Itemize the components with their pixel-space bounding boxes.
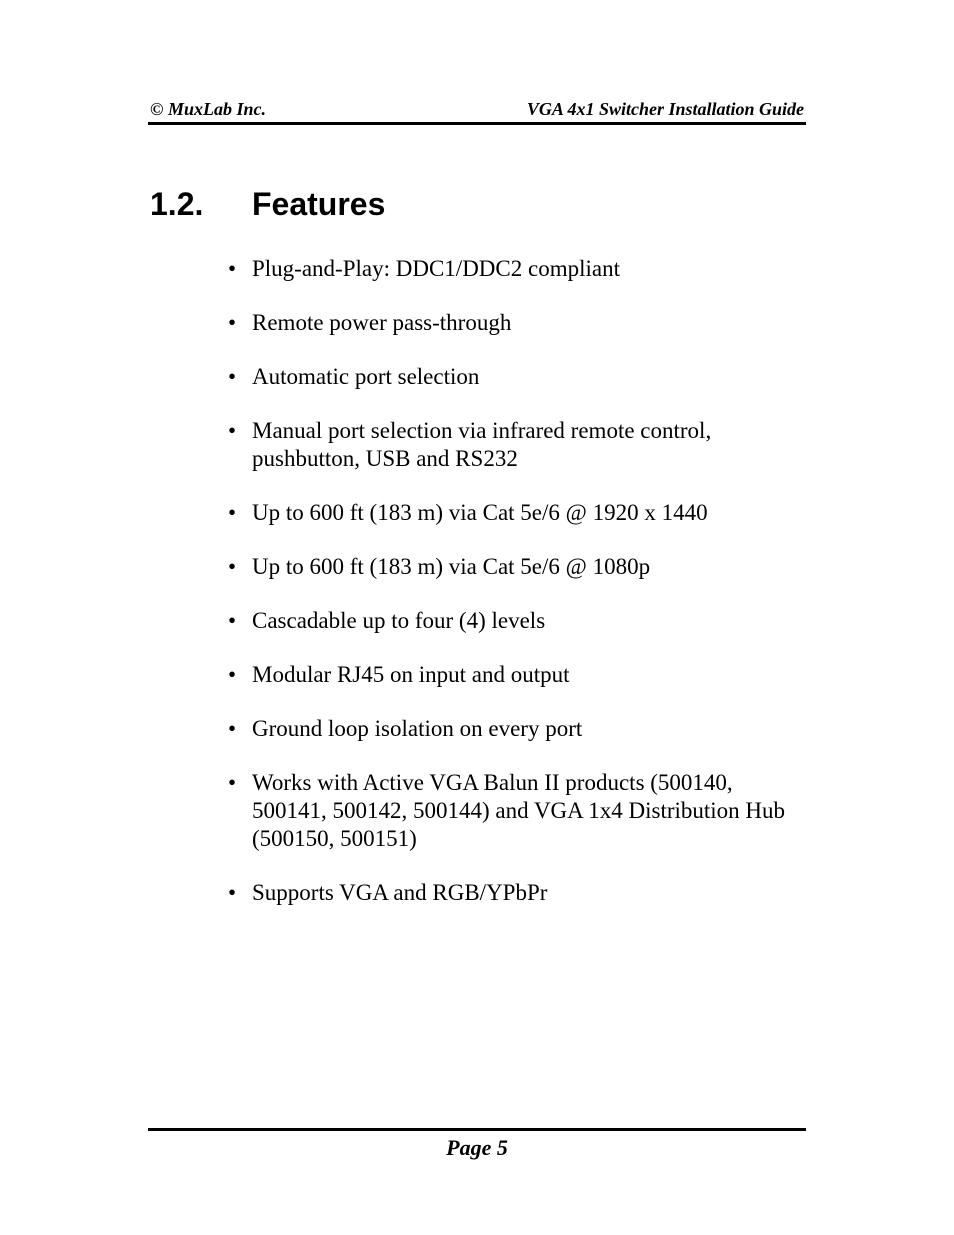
page-number: Page 5: [446, 1135, 508, 1160]
feature-text: Automatic port selection: [252, 364, 480, 389]
bullet-icon: •: [228, 418, 237, 443]
bullet-icon: •: [228, 256, 237, 281]
list-item: [228, 417, 808, 473]
feature-list: [228, 255, 808, 933]
list-item: [228, 309, 808, 337]
section-number: 1.2.: [150, 186, 204, 222]
bullet-icon: •: [228, 880, 237, 905]
list-item: [228, 879, 808, 907]
bullet-icon: •: [228, 500, 237, 525]
feature-text: Ground loop isolation on every port: [252, 716, 583, 741]
header-copyright: © MuxLab Inc.: [150, 99, 266, 119]
list-item: [228, 607, 808, 635]
bullet-icon: •: [228, 716, 237, 741]
list-item: [228, 769, 808, 853]
bullet-icon: •: [228, 662, 237, 687]
feature-text: Manual port selection via infrared remote control, pushbutton, USB and RS232: [252, 418, 712, 471]
list-item: [228, 255, 808, 283]
section-heading: [150, 184, 385, 224]
bullet-icon: •: [228, 310, 237, 335]
feature-text: Remote power pass-through: [252, 310, 512, 335]
list-item: [228, 661, 808, 689]
page-header: [148, 96, 806, 122]
feature-text: Plug-and-Play: DDC1/DDC2 compliant: [252, 256, 620, 281]
feature-text: Supports VGA and RGB/YPbPr: [252, 880, 548, 905]
bullet-icon: •: [228, 770, 237, 795]
feature-text: Up to 600 ft (183 m) via Cat 5e/6 @ 1080p: [252, 554, 651, 579]
feature-text: Modular RJ45 on input and output: [252, 662, 570, 687]
bullet-icon: •: [228, 608, 237, 633]
footer-divider: [148, 1128, 806, 1131]
list-item: [228, 499, 808, 527]
header-document-title: VGA 4x1 Switcher Installation Guide: [526, 99, 804, 119]
section-title: Features: [252, 186, 386, 222]
bullet-icon: •: [228, 554, 237, 579]
list-item: [228, 363, 808, 391]
feature-text: Up to 600 ft (183 m) via Cat 5e/6 @ 1920 x 1440: [252, 500, 708, 525]
feature-text: Works with Active VGA Balun II products (500140, 500141, 500142, 500144) and VGA 1x4 Distribution Hub (500150, 500151): [252, 770, 786, 851]
list-item: [228, 553, 808, 581]
feature-text: Cascadable up to four (4) levels: [252, 608, 546, 633]
bullet-icon: •: [228, 364, 237, 389]
header-divider: [148, 122, 806, 125]
list-item: [228, 715, 808, 743]
